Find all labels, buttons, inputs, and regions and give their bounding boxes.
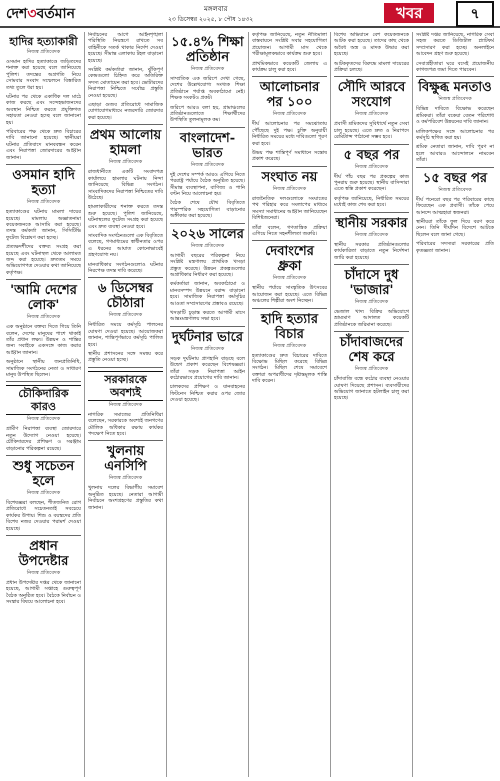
body-paragraph: বিভিন্ন দাবিতে বিক্ষোভ করেছেন শ্রমিকরা। তাঁরা বকেয়া বেতন পরিশোধ ও কর্মপরিবেশ উন্নয়নের দাবি জানান। <box>416 106 494 126</box>
headline: বিক্ষুব্ধ মনতাও <box>418 80 492 96</box>
article <box>334 331 409 402</box>
masthead-day: মঙ্গলবার <box>204 5 228 13</box>
body-paragraph: অনুষ্ঠানে স্থানীয় জনপ্রতিনিধি, সামাজিক সংগঠনের নেতা ও সাধারণ মানুষ উপস্থিত ছিলেন। <box>6 359 81 378</box>
body-paragraph: প্রাথমিকভাবে কয়েকটি জেলায় এ কার্যক্রম চালু করা হবে। <box>252 60 327 74</box>
section-label: খবর <box>384 3 434 23</box>
headline: সরকারকে অবশ্যই <box>88 371 163 401</box>
article-divider <box>6 535 81 536</box>
headline: ওসমান হাদি হত্যা <box>12 168 75 199</box>
article <box>88 367 163 438</box>
logo-text-right: বর্তমান <box>36 6 75 22</box>
byline: নিজস্ব প্রতিবেদক <box>272 111 307 118</box>
article <box>170 223 245 323</box>
body-paragraph: সাম্প্রতিক এক জরিপে দেখা গেছে, দেশের উল্লেখযোগ্য সংখ্যক শিক্ষা প্রতিষ্ঠানে পর্যাপ্ত অবকাঠামো নেই। শিক্ষক সংকটও প্রকট। <box>170 76 245 102</box>
body-paragraph: সেবাগ্রহীতারা ঘরে বসেই প্রয়োজনীয় কাগজপত্র জমা দিতে পারবেন। <box>416 60 494 74</box>
body-paragraph: আগামী বছরের পরিকল্পনা নিয়ে সংশ্লিষ্ট মন্ত্রণালয় প্রাথমিক খসড়া প্রস্তুত করেছে। উন্নয়ন প্রকল্পগুলোর অগ্রাধিকার নির্ধারণ করা হয়েছে। <box>170 252 245 278</box>
body-paragraph: প্রধান উপদেষ্টার দপ্তর থেকে জানানো হয়েছে, আগামী সপ্তাহে গুরুত্বপূর্ণ বৈঠক অনুষ্ঠিত হবে। বৈঠকে নির্বাচন ও সংস্কার বিষয়ে আলোচনা হবে। <box>6 580 81 606</box>
headline: হাদি হত্যার বিচার <box>261 311 318 342</box>
article <box>6 279 81 378</box>
column-5 <box>334 32 409 777</box>
byline: নিজস্ব প্রতিবেদক <box>190 161 225 168</box>
body-paragraph: স্থানীয় সরকার প্রতিষ্ঠানগুলোর কার্যকারিতা বাড়াতে নতুন নির্দেশনা জারি করা হয়েছে। <box>334 241 409 261</box>
byline: নিজস্ব প্রতিবেদক <box>108 312 143 319</box>
article <box>6 35 81 161</box>
body-paragraph: জরিপে আরও বলা হয়, গ্রামাঞ্চলের প্রতিষ্ঠানগুলোতে শিক্ষার্থীদের উপস্থিতি তুলনামূলক কম। <box>170 104 245 124</box>
body-paragraph: সাংবাদিক সংগঠনগুলো এক বিবৃতিতে বলেছে, গণমাধ্যমের স্বাধীনতার ওপর এ ধরনের আঘাত কোনোভাবেই গ্রহণযোগ্য নয়। <box>88 232 163 259</box>
byline: নিজস্ব প্রতিবেদক <box>108 475 143 482</box>
body-paragraph: কর্মকর্তারা জানান, অবকাঠামো ও মানবসম্পদ উন্নয়নে বরাদ্দ বাড়ানো হবে। সামাজিক নিরাপত্তা কর্মসূচির আওতা সম্প্রসারণের প্রস্তাবও রয়েছে। <box>170 281 245 307</box>
body-paragraph: দীর্ঘ আলোচনার পর সমঝোতায় পৌঁছেছে দুই পক্ষ। চুক্তি অনুযায়ী নির্ধারিত সময়ের মধ্যে দাবিগুলো পূরণ করা হবে। <box>252 121 327 147</box>
body-paragraph: হত্যাকাণ্ডের দ্রুত বিচারের দাবিতে বিক্ষোভ মিছিল করেছে বিভিন্ন সংগঠন। মিছিল শেষে সমাবেশে বক্তারা অপরাধীদের দৃষ্টান্তমূলক শাস্তি দাবি করেন। <box>252 352 327 385</box>
column-6 <box>416 32 494 777</box>
body-paragraph: নির্ধারিত সময়ে কর্মসূচি পালনের ঘোষণা দেওয়া হয়েছে। আয়োজকরা জানান, শান্তিপূর্ণভাবে কর্মসূচি পালিত হবে। <box>88 322 163 348</box>
headline: স্থানীয় সরকার <box>335 215 408 231</box>
article-divider <box>88 440 163 441</box>
body-paragraph: সড়ক দুর্ঘটনায় প্রাণহানি বাড়ছে বলে উদ্বেগ প্রকাশ করেছেন বিশেষজ্ঞরা। তাঁরা সড়ক নিরাপত্তা আইন কঠোরভাবে প্রয়োগের দাবি জানান। <box>170 355 245 381</box>
body-paragraph: স্থানীয় পর্যায়ে সাংস্কৃতিক উৎসবের আয়োজন করা হয়েছে। এতে বিভিন্ন অঞ্চলের শিল্পীরা অংশ নিচ্ছেন। <box>252 285 327 305</box>
article-divider <box>6 164 81 165</box>
article <box>416 32 494 73</box>
headline: চাঁদাসে দুধ 'ভাজার' <box>344 267 399 298</box>
body-paragraph: দীর্ঘ পনেরো বছর পর পরিবারের কাছে ফিরেছেন এক প্রবাসী। তাঁকে পেয়ে আনন্দে আত্মহারা স্বজনরা। <box>416 196 494 216</box>
body-paragraph: তাঁরা বলেন, গণতান্ত্রিক প্রক্রিয়া এগিয়ে নিতে সহনশীলতা জরুরি। <box>252 224 327 237</box>
headline: ১৫ বছর পর <box>422 170 488 186</box>
article <box>6 381 81 452</box>
body-paragraph: মালিকপক্ষের সঙ্গে আলোচনার পর কর্মসূচি স্থগিত করা হয়। <box>416 128 494 142</box>
body-paragraph: নাগরিক সমাজের প্রতিনিধিরা বলেছেন, সরকারকে অবশ্যই জনগণের মৌলিক অধিকার রক্ষায় কার্যকর পদক্ষেপ নিতে হবে। <box>88 411 163 438</box>
headline: ৬ ডিসেম্বর চৌঠারা <box>98 281 153 312</box>
headline: দুর্ঘটনার ভারে <box>172 329 243 345</box>
body-paragraph: শ্রমিক নেতারা জানান, দাবি পূরণ না হলে আবারও আন্দোলনে নামবেন তাঁরা। <box>416 144 494 164</box>
headline: বাংলাদেশ-ভারত <box>179 130 236 161</box>
article <box>334 144 409 209</box>
body-paragraph: এছাড়া গুজব প্রতিরোধে সামাজিক যোগাযোগমাধ্যমে নজরদারি জোরদার করা হয়েছে। <box>88 102 163 121</box>
byline: নিজস্ব প্রতিবেদক <box>190 66 225 72</box>
body-paragraph: ওসমান হাদির হত্যাকাণ্ডে জড়িতদের শনাক্ত করা হয়েছে বলে জানিয়েছে পুলিশ। তদন্তের অগ্রগতি নিয়ে সোমবার সংবাদ সম্মেলনে বিস্তারিত তথ্য তুলে ধরা হয়। <box>6 59 81 91</box>
article-divider <box>334 76 409 77</box>
column-rule <box>166 32 167 777</box>
body-paragraph: বৈঠক শেষে যৌথ বিবৃতিতে পারস্পরিক সহযোগিতা বাড়ানোর অঙ্গীকার করা হয়েছে। <box>170 200 245 220</box>
article-divider <box>88 367 163 368</box>
column-3 <box>170 32 245 777</box>
article <box>252 240 327 304</box>
headline: চৌকিদারিক কারও <box>6 385 81 415</box>
byline: নিজস্ব প্রতিবেদক <box>190 242 225 249</box>
body-paragraph: নির্বাচনের আগে আইনশৃঙ্খলা পরিস্থিতি নিয়ন্ত্রণে রাখতে সব বাহিনীকে সতর্ক থাকার নির্দেশ দেওয়া হয়েছে। সীমান্ত এলাকায় টহল বাড়ানো হয়েছে। <box>88 32 163 64</box>
body-paragraph: পরিবারের সদস্যরা সরকারের প্রতি কৃতজ্ঞতা জানান। <box>416 241 494 254</box>
body-paragraph: প্রত্যক্ষদর্শীদের বক্তব্য সংগ্রহ করা হয়েছে এবং ঘটনাস্থল থেকে আলামত জব্দ করা হয়েছে। দ্রুততম সময়ে অভিযোগপত্র দেওয়ার কথা জানিয়েছে কর্তৃপক্ষ। <box>6 244 81 276</box>
body-paragraph: স্থানীয় প্রশাসনের সঙ্গে সমন্বয় করে প্রস্তুতি নেওয়া হচ্ছে। <box>88 351 163 364</box>
article <box>252 76 327 162</box>
byline: নিজস্ব প্রতিবেদক <box>26 490 61 497</box>
page-number: ৭ <box>456 1 494 27</box>
byline: নিজস্ব প্রতিবেদক <box>354 366 389 373</box>
article <box>170 326 245 404</box>
body-paragraph: পরিবারের পক্ষ থেকে দ্রুত বিচারের দাবি জানানো হয়েছে। স্থানীয়রা ঘটনার প্রতিবাদে মানববন্ধন করেন এবং নিরাপত্তা জোরদারের আহ্বান জানান। <box>6 129 81 161</box>
article-divider <box>334 331 409 332</box>
headline: 'আমি দেশের লোক' <box>10 283 77 314</box>
article <box>170 127 245 220</box>
body-paragraph: চাঁদাবাজি বন্ধে কঠোর ব্যবস্থা নেওয়ার ঘোষণা দিয়েছে প্রশাসন। ব্যবসায়ীদের অভিযোগ জানাতে হটলাইন চালু করা হয়েছে। <box>334 376 409 402</box>
body-paragraph: হামলাকারীদের শনাক্ত করতে তদন্ত শুরু হয়েছে। পুলিশ জানিয়েছে, ঘটনাস্থলের ফুটেজ সংগ্রহ করা হয়েছে এবং দ্রুত ব্যবস্থা নেওয়া হবে। <box>88 204 163 230</box>
body-paragraph: ঘটনার পর থেকে একাধিক দল মাঠে কাজ করছে এবং সন্দেহভাজনদের অবস্থান নিশ্চিত করতে প্রযুক্তিগত সহায়তা নেওয়া হচ্ছে বলে জানানো হয়। <box>6 94 81 126</box>
article-divider <box>88 124 163 125</box>
body-paragraph: স্থানীয়রা তাঁকে ফুল দিয়ে বরণ করে নেন। তিনি দীর্ঘদিন বিদেশে আটকে ছিলেন বলে জানা গেছে। <box>416 218 494 238</box>
byline: নিজস্ব প্রতিবেদক <box>26 49 61 55</box>
byline: নিজস্ব প্রতিবেদক <box>26 314 61 321</box>
column-2 <box>88 32 163 777</box>
headline: ১৫.৪% শিক্ষা প্রতিষ্ঠান <box>171 35 244 65</box>
article <box>88 277 163 363</box>
article <box>6 535 81 606</box>
body-paragraph: রাজধানীতে একটি সংবাদপত্র কার্যালয়ে হামলার ঘটনায় নিন্দা জানিয়েছে বিভিন্ন সংগঠন। সাংবাদিকদের নিরাপত্তা নিশ্চিতের দাবি উঠেছে। <box>88 169 163 201</box>
masthead-date: ২৩ ডিসেম্বর ২০২৫, ৮ পৌষ ১৪৩২ <box>168 16 254 23</box>
article <box>252 308 327 385</box>
headline: সৌদি আরবে সংযোগ <box>337 80 406 111</box>
article-divider <box>170 127 245 128</box>
article <box>334 76 409 140</box>
newspaper-logo <box>6 2 75 26</box>
body-paragraph: ভেজাল খাদ্য বিক্রির অভিযোগে ভ্রাম্যমাণ আদালত কয়েকটি প্রতিষ্ঠানকে জরিমানা করেছে। <box>334 308 409 328</box>
body-paragraph: বিশেষজ্ঞরা বলছেন, শীতজনিত রোগ প্রতিরোধে সচেতনতাই সবচেয়ে কার্যকর উপায়। শিশু ও বয়স্কদের প্রতি বিশেষ নজর দেওয়ার পরামর্শ দেওয়া হয়েছে। <box>6 500 81 532</box>
body-paragraph: সংশ্লিষ্ট দপ্তর জানিয়েছে, নাগরিক সেবা সহজ করতে ডিজিটাল প্ল্যাটফর্ম সম্প্রসারণ করা হচ্ছে। অনলাইনে আবেদন গ্রহণ শুরু হয়েছে। <box>416 32 494 58</box>
headline: হাদির হত্যাকারী <box>9 35 78 48</box>
column-4 <box>252 32 327 777</box>
byline: নিজস্ব প্রতিবেদক <box>272 342 307 349</box>
article <box>334 212 409 261</box>
headline: ৫ বছর পর <box>343 147 400 163</box>
article-divider <box>170 326 245 327</box>
article-divider <box>252 76 327 77</box>
article-divider <box>6 279 81 280</box>
byline: নিজস্ব প্রতিবেদক <box>354 231 389 238</box>
body-paragraph: আটককৃতদের বিরুদ্ধে মামলা দায়েরের প্রক্রিয়া চলছে। <box>334 60 409 74</box>
article <box>6 455 81 532</box>
body-paragraph: কর্তৃপক্ষ জানিয়েছে, নির্ধারিত সময়ের মধ্যেই কাজ শেষ করা হবে। <box>334 195 409 209</box>
article <box>88 32 163 121</box>
byline: নিজস্ব প্রতিবেদক <box>438 96 472 103</box>
headline: দেবাংশের ধ্রুকা <box>265 244 314 275</box>
headline: ২০২৬ সালের <box>171 226 244 242</box>
byline: নিজস্ব প্রতিবেদক <box>354 298 389 305</box>
body-paragraph: খুলনায় দলের বিভাগীয় সমাবেশ অনুষ্ঠিত হয়েছে। নেতারা আগামী নির্বাচনে অংশগ্রহণের প্রস্তুতির কথা জানান। <box>88 485 163 511</box>
article-divider <box>252 240 327 241</box>
article-divider <box>334 264 409 265</box>
article <box>88 124 163 274</box>
body-paragraph: এক অনুষ্ঠানে বক্তব্য দিতে গিয়ে তিনি বলেন, দেশের মানুষের পাশে থাকাই তাঁর প্রধান লক্ষ্য। উন্নয়ন ও শান্তির জন্য সবাইকে একসঙ্গে কাজ করার আহ্বান জানান। <box>6 324 81 356</box>
body-paragraph: রাজনৈতিক দলগুলোকে সংঘাতের পথ পরিহার করে সংলাপের মাধ্যমে সমস্যা সমাধানের আহ্বান জানিয়েছেন বিশিষ্টজনেরা। <box>252 195 327 222</box>
article-divider <box>416 167 494 168</box>
byline: নিজস্ব প্রতিবেদক <box>354 163 389 170</box>
byline: নিজস্ব প্রতিবেদক <box>108 401 143 408</box>
headline: চাঁদাবাজদের শেষ করে <box>339 335 404 366</box>
body-paragraph: দীর্ঘ পাঁচ বছর পর প্রকল্পের কাজ পুনরায় শুরু হয়েছে। স্থানীয় বাসিন্দারা এতে স্বস্তি প্রকাশ করেছেন। <box>334 173 409 193</box>
body-paragraph: উভয় পক্ষ শান্তিপূর্ণ সমাধানে সন্তোষ প্রকাশ করেছে। <box>252 150 327 163</box>
byline: নিজস্ব প্রতিবেদক <box>272 185 307 192</box>
article-divider <box>6 381 81 382</box>
headline: খুলনায় এনসিপি <box>104 444 147 475</box>
article <box>416 167 494 254</box>
logo-dot: ৩ <box>27 6 37 22</box>
body-paragraph: গ্রামীণ নিরাপত্তা ব্যবস্থা জোরদারে নতুন উদ্যোগ নেওয়া হয়েছে। চৌকিদারদের প্রশিক্ষণ ও সরঞ্জাম বাড়ানোর পরিকল্পনা রয়েছে। <box>6 426 81 452</box>
column-rule <box>412 32 413 777</box>
byline: নিজস্ব প্রতিবেদক <box>108 159 143 166</box>
body-paragraph: দুই দেশের সম্পর্ক আরও এগিয়ে নিতে পররাষ্ট্র পর্যায়ে বৈঠক অনুষ্ঠিত হয়েছে। সীমান্ত ব্যবস্থাপনা, বাণিজ্য ও পানি বণ্টন নিয়ে আলোচনা হয়। <box>170 171 245 198</box>
logo-text-left: দেশ <box>6 6 28 22</box>
article-divider <box>334 212 409 213</box>
article-divider <box>6 455 81 456</box>
article <box>252 166 327 237</box>
column-1 <box>6 32 81 777</box>
column-rule <box>330 32 331 777</box>
body-paragraph: সংশ্লিষ্ট কর্মকর্তারা জানান, ঝুঁকিপূর্ণ কেন্দ্রগুলো চিহ্নিত করে অতিরিক্ত সদস্য মোতায়েন করা হবে। ভোটারদের নিরাপত্তা নিশ্চিতে সর্বোচ্চ প্রস্তুতি নেওয়া হয়েছে। <box>88 67 163 99</box>
column-rule <box>248 32 249 777</box>
body-paragraph: হত্যাকাণ্ডের ঘটনায় মামলা দায়ের হয়েছে। মামলায় অজ্ঞাতনামা কয়েকজনকে আসামি করা হয়েছে। তদন্ত কর্মকর্তা জানান, সিসিটিভি ফুটেজ বিশ্লেষণ করা হচ্ছে। <box>6 209 81 241</box>
headline: প্রথম আলোয় হামলা <box>89 128 162 159</box>
byline: নিজস্ব প্রতিবেদক <box>26 199 61 206</box>
headline: আলোচনার পর ১০০ <box>259 80 320 111</box>
article <box>252 32 327 73</box>
column-rule <box>84 32 85 777</box>
masthead <box>0 0 500 28</box>
byline: নিজস্ব প্রতিবেদক <box>354 111 389 118</box>
article <box>334 32 409 73</box>
article-divider <box>252 308 327 309</box>
body-paragraph: প্রবাসী শ্রমিকদের সুবিধার্থে নতুন সেবা চালু হয়েছে। এতে দ্রুত ও নিরাপদে রেমিট্যান্স পাঠানো সম্ভব হবে। <box>334 121 409 141</box>
byline: নিজস্ব প্রতিবেদক <box>272 275 307 282</box>
byline: নিজস্ব প্রতিবেদক <box>190 345 225 352</box>
article-divider <box>170 223 245 224</box>
article <box>416 76 494 163</box>
headline: প্রধান উপদেষ্টার <box>18 539 69 570</box>
article <box>334 264 409 328</box>
article <box>6 164 81 276</box>
byline: নিজস্ব প্রতিবেদক <box>26 416 61 423</box>
byline: নিজস্ব প্রতিবেদক <box>438 186 472 193</box>
byline: নিজস্ব প্রতিবেদক <box>26 570 61 577</box>
body-paragraph: মানবাধিকার সংগঠনগুলোও ঘটনার নিরপেক্ষ তদন্ত দাবি করেছে। <box>88 261 163 274</box>
article-divider <box>334 144 409 145</box>
article-divider <box>88 277 163 278</box>
body-paragraph: চালকদের প্রশিক্ষণ ও যানবাহনের ফিটনেস নিশ্চিত করার ওপর জোর দেওয়া হয়েছে। <box>170 384 245 404</box>
article <box>170 35 245 124</box>
article-divider <box>416 76 494 77</box>
headline: শুধু সচেতন হলে <box>12 459 75 490</box>
body-paragraph: বিশেষ অভিযানে বেশ কয়েকজনকে আটক করা হয়েছে। তাদের কাছ থেকে অবৈধ অস্ত্র ও মাদক উদ্ধার করা হয়েছে। <box>334 32 409 58</box>
article-divider <box>252 166 327 167</box>
body-paragraph: কর্তৃপক্ষ জানিয়েছে, নতুন নীতিমালা বাস্তবায়নে সংশ্লিষ্ট সবার সহযোগিতা প্রয়োজন। আগামী মাস থেকে পরীক্ষামূলকভাবে কার্যক্রম শুরু হবে। <box>252 32 327 58</box>
article <box>88 440 163 511</box>
headline: সংঘাত নয় <box>261 169 318 185</box>
body-paragraph: খসড়াটি চূড়ান্ত করতে আগামী মাসে আন্তঃমন্ত্রণালয় সভা হবে। <box>170 309 245 323</box>
